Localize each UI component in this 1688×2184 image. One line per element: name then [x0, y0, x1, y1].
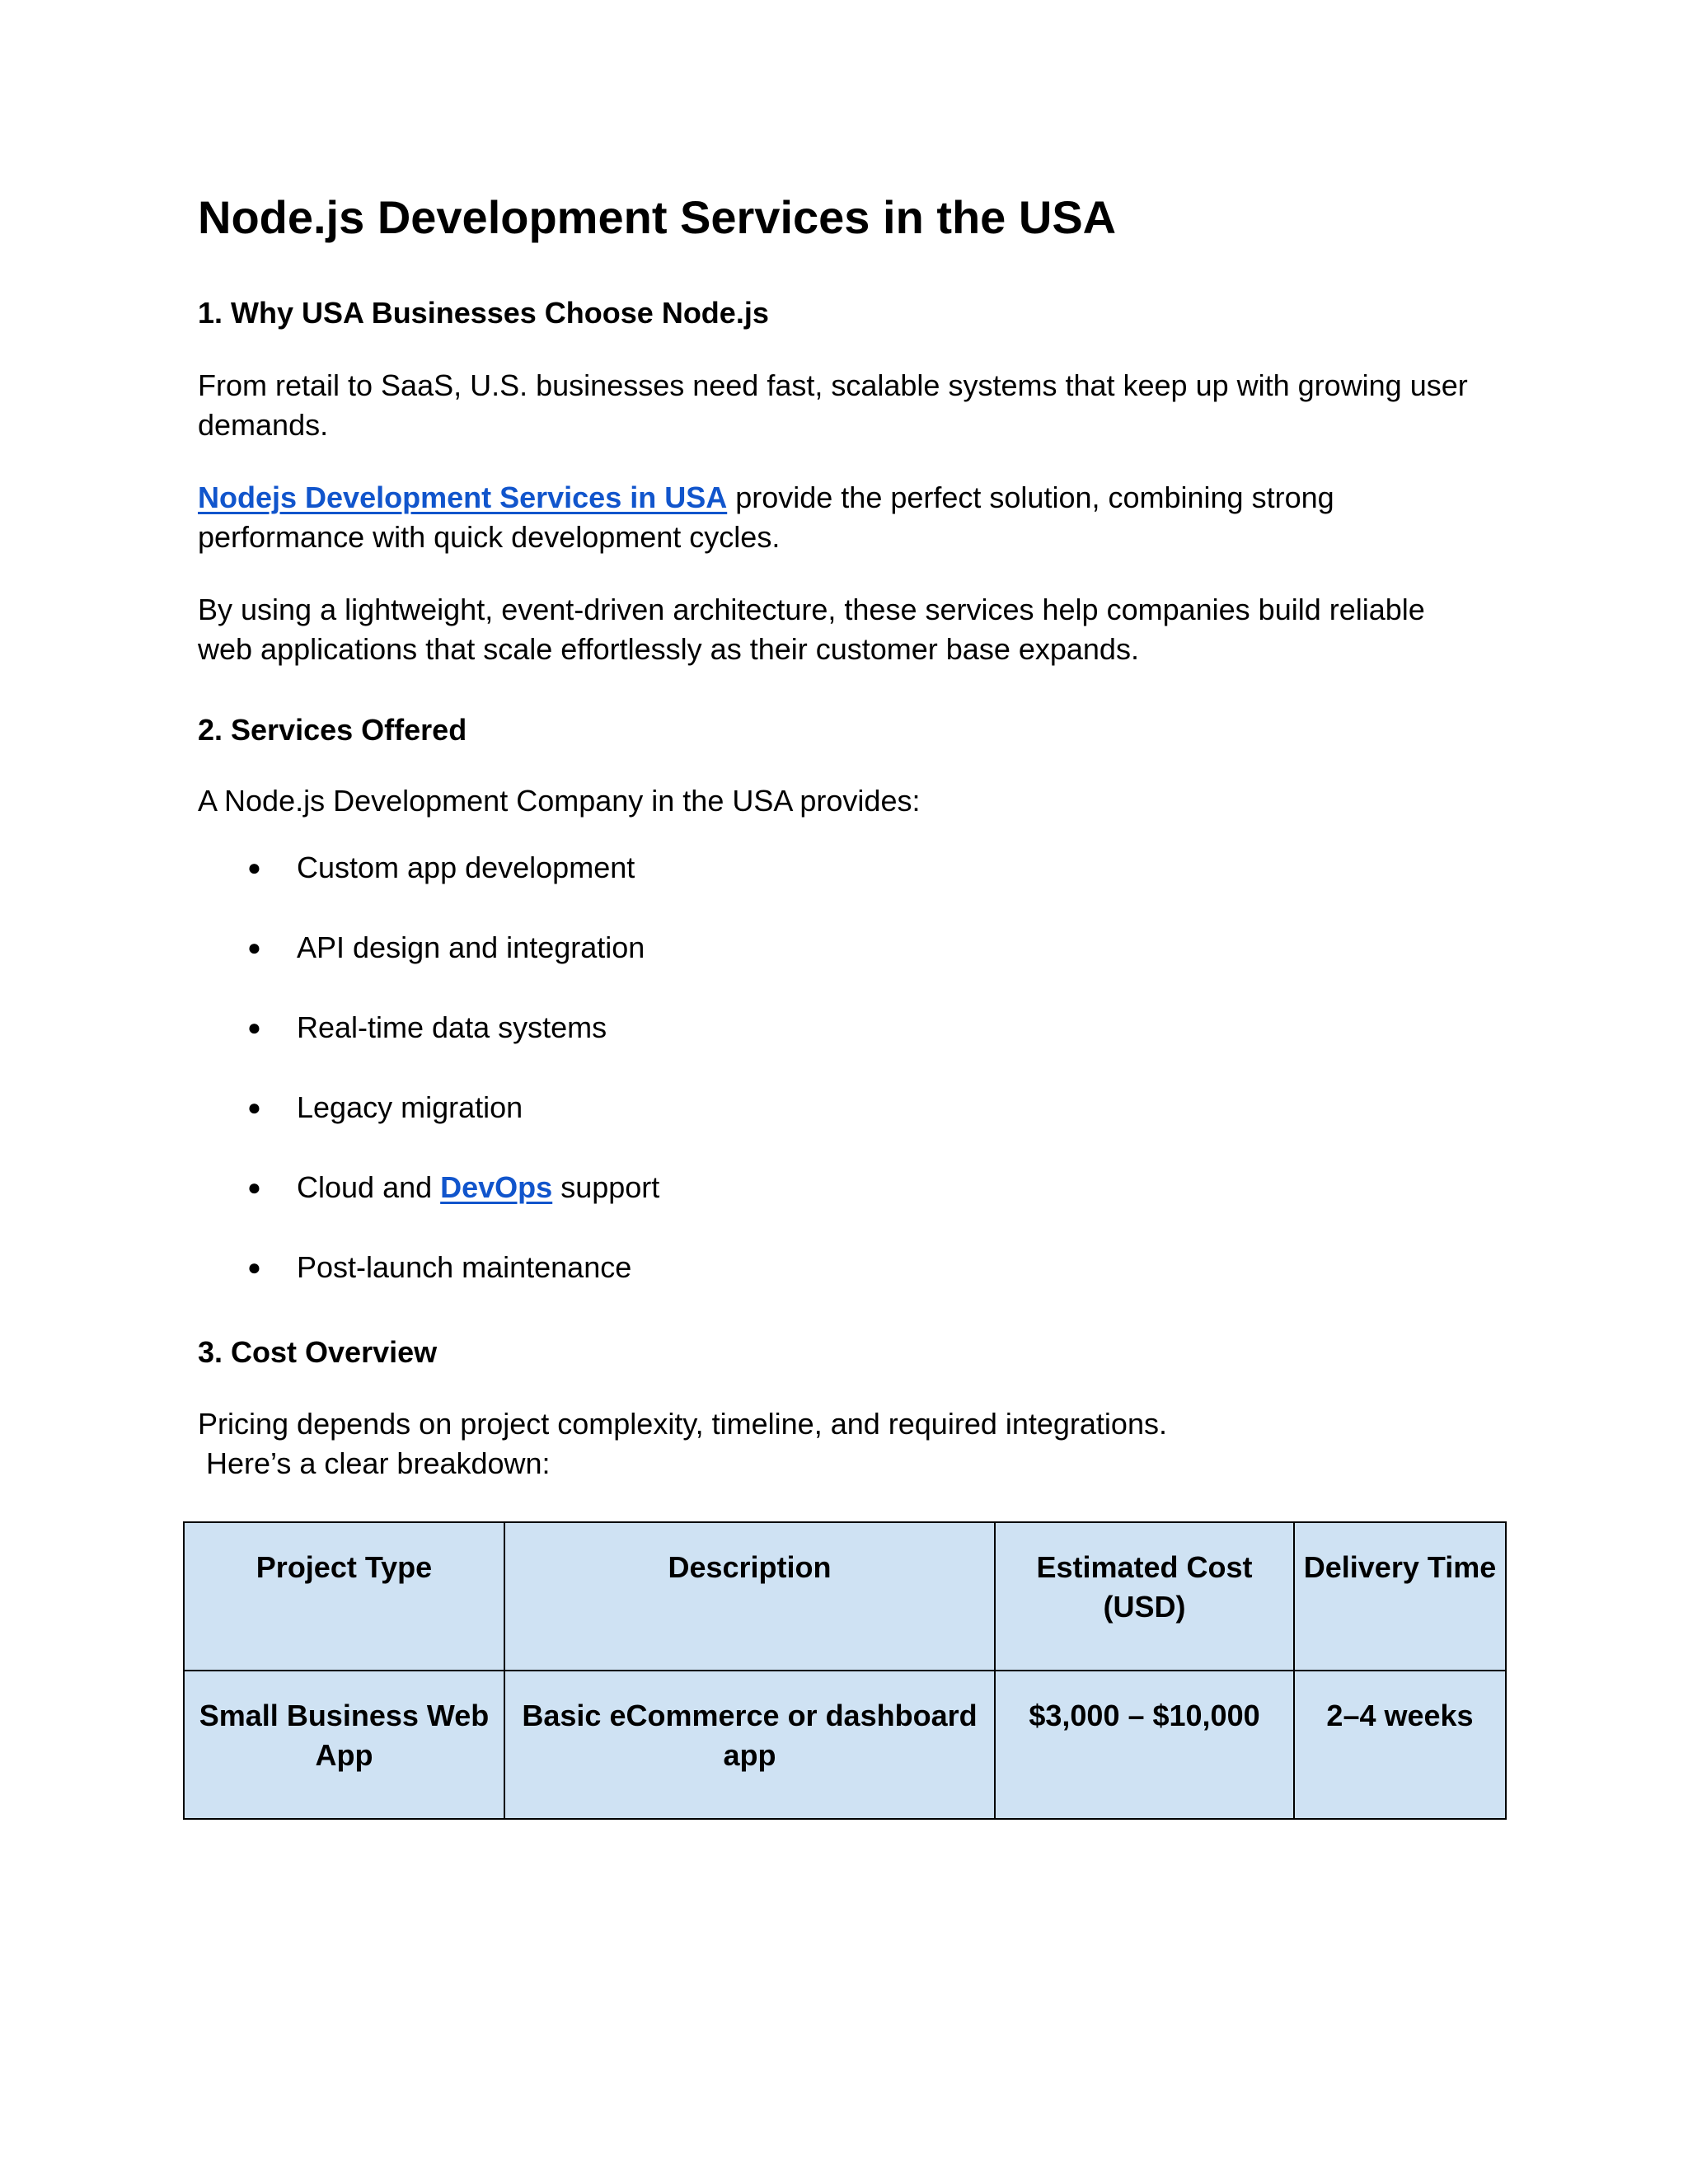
section-heading-services: 2. Services Offered — [198, 713, 467, 747]
header-project-type: Project Type — [184, 1522, 504, 1671]
nodejs-services-link[interactable]: Nodejs Development Services in USA — [198, 480, 728, 514]
list-item-cloud-prefix: Cloud and — [297, 1170, 441, 1204]
cell-delivery-time: 2–4 weeks — [1294, 1671, 1506, 1819]
list-item-cloud-suffix: support — [552, 1170, 660, 1204]
table-row — [184, 1671, 1506, 1819]
bullet-icon: ● — [247, 1015, 261, 1040]
cost-intro-line-2: Here’s a clear breakdown: — [206, 1446, 551, 1480]
cell-description: Basic eCommerce or dashboard app — [504, 1671, 995, 1819]
list-item — [247, 1168, 659, 1248]
header-description: Description — [504, 1522, 995, 1671]
list-item-text: Real-time data systems — [297, 1010, 607, 1044]
section-heading-why-nodejs: 1. Why USA Businesses Choose Node.js — [198, 296, 769, 330]
header-delivery-time: Delivery Time — [1294, 1522, 1506, 1671]
bullet-icon: ● — [247, 1174, 261, 1200]
list-item-text: Custom app development — [297, 851, 635, 884]
header-estimated-cost: Estimated Cost (USD) — [995, 1522, 1294, 1671]
list-item — [247, 1088, 659, 1168]
cost-intro-line-1: Pricing depends on project complexity, timeline, and required integrations. — [198, 1407, 1167, 1441]
list-item — [247, 1008, 659, 1088]
list-item-text: API design and integration — [297, 930, 645, 964]
paragraph-intro: From retail to SaaS, U.S. businesses need fast, scalable systems that keep up with growing user demands. — [198, 368, 1468, 442]
cost-intro — [198, 1404, 1484, 1483]
paragraph-architecture: By using a lightweight, event-driven architecture, these services help companies build reliable web applications that scale effortlessly as their customer base expands. — [198, 593, 1425, 666]
paragraph-services-text: provide the perfect solution, combining strong performance with quick development cycles. — [198, 480, 1334, 554]
cell-estimated-cost: $3,000 – $10,000 — [995, 1671, 1294, 1819]
paragraph-services-link — [198, 478, 1484, 557]
services-intro: A Node.js Development Company in the USA provides: — [198, 784, 921, 818]
table-header-row — [184, 1522, 1506, 1671]
list-item — [247, 848, 659, 928]
cost-table — [183, 1521, 1507, 1820]
bullet-icon: ● — [247, 1254, 261, 1280]
section-heading-cost: 3. Cost Overview — [198, 1335, 438, 1369]
list-item — [247, 1248, 659, 1328]
page-title: Node.js Development Services in the USA — [198, 191, 1117, 243]
list-item-text: Post-launch maintenance — [297, 1250, 632, 1284]
list-item — [247, 928, 659, 1008]
bullet-icon: ● — [247, 935, 261, 960]
devops-link[interactable]: DevOps — [440, 1170, 553, 1204]
cell-project-type: Small Business Web App — [184, 1671, 504, 1819]
list-item-text: Legacy migration — [297, 1090, 523, 1124]
services-list — [247, 848, 659, 1328]
bullet-icon: ● — [247, 1094, 261, 1120]
bullet-icon: ● — [247, 855, 261, 880]
